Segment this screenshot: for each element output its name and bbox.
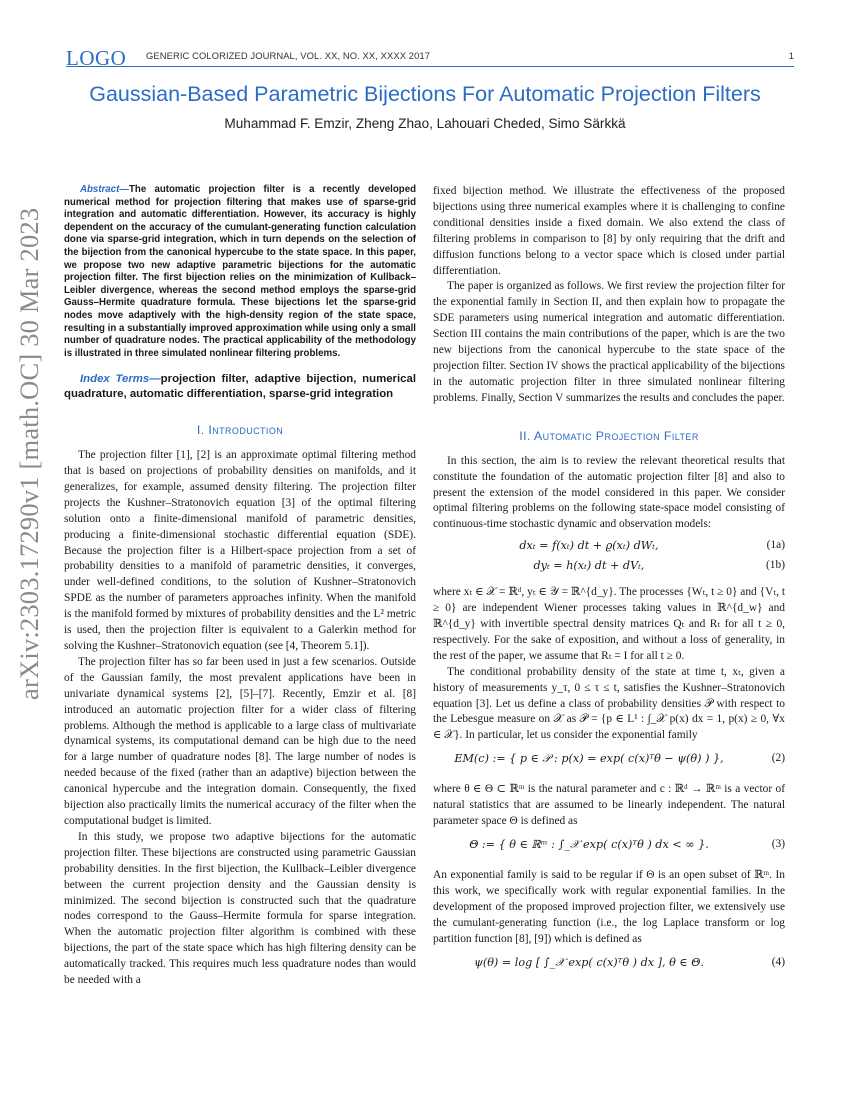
- intro-paragraph-3-cont: fixed bijection method. We illustrate the effectiveness of the proposed bijections using three numerical examples where it is challenging to confine conditional densities inside a fixed domain. We also extend the class of filtering problems in comparison to [8] by only requiring that the drift and diffusion functions belong to a vector space which is closed under partial differentiation.: [433, 185, 785, 277]
- equation-1a-body: dxₜ = f(xₜ) dt + ϱ(xₜ) dWₜ,: [519, 539, 659, 553]
- equation-3-body: Θ := { θ ∈ ℝᵐ : ∫_𝒳 exp( c(x)ᵀθ ) dx < ∞ }.: [469, 838, 709, 851]
- equation-4-number: (4): [771, 955, 785, 968]
- equation-1b-body: dyₜ = h(xₜ) dt + dVₜ,: [533, 559, 645, 573]
- equation-2-number: (2): [771, 752, 785, 765]
- equation-1b: [433, 559, 785, 579]
- intro-paragraph-3: In this study, we propose two adaptive bijections for the automatic projection filter. These bijections are constructed using parametric Gaussian probability densities. In the first bijection, the Kullback–Leibler divergence between the current projection density and the Gaussian density is minimized. The second bijection is constructed such that the quadrature nodes correspond to the Gauss–Hermite formula for sparse integration. When the automatic projection filter algorithm is combined with these bijections, the part of the state space which has high filtering density can be automatically tracked. This requires much less quadrature nodes than would be needed with a: [64, 830, 416, 987]
- apf-paragraph-5: An exponential family is said to be regular if Θ is an open subset of ℝᵐ. In this work, we specifically work with regular exponential families. In the development of the proposed improved projection filter, we extensively use the cumulant-generating function (i.e., the log Laplace transform or log partition function [8], [9]) which is defined as: [433, 869, 785, 945]
- equation-3-number: (3): [771, 838, 785, 850]
- journal-line: GENERIC COLORIZED JOURNAL, VOL. XX, NO. XX, XXXX 2017: [146, 50, 431, 61]
- index-terms-label: Index Terms—: [80, 373, 161, 386]
- intro-paragraph-4: The paper is organized as follows. We first review the projection filter for the exponential family in Section II, and then explain how to propagate the SDE parameters using numerical integration and automatic differentiation. Section III contains the main contributions of the paper, which is are the two new bijections from the canonical hypercube to the state space of the projection filter. Section IV shows the practical applicability of the bijections in the automatic projection filter in three simulated nonlinear filtering problems. Finally, Section V summarizes the results and concludes the paper.: [433, 280, 785, 404]
- intro-paragraph-2: The projection filter has so far been used in just a few scenarios. Outside of the Gaussian family, the most prevalent applications have been in univariate dynamical systems [2], [5]–[7]. Recently, Emzir et al. [8] introduced an automatic projection filter for a wider class of filtering problems. Although the method is applicable to a large class of multivariate dynamical systems, its computational demand can be high due to the need for a large number of quadrature nodes [8]. The large number of nodes is needed because of the fixed (rather than an adaptive) bijection between the canonical hypercube and the integration domain. Consequently, the fixed bijection also practically limits the numerical accuracy of the filter when the computational budget is limited.: [64, 655, 416, 827]
- equation-1b-number: (1b): [766, 559, 785, 572]
- apf-paragraph-2: where xₜ ∈ 𝒳 = ℝᵈ, yₜ ∈ 𝒴 = ℝ^{d_y}. The processes {Wₜ, t ≥ 0} and {Vₜ, t ≥ 0} are independent Wiener processes taking values in ℝ^{d_w} and ℝ^{d_y} with invertible spectral density matrices Qₜ and Rₜ for all t ≥ 0, respectively. For the sake of exposition, and without a loss of generality, in the rest of the paper, we assume that Rₜ = I for all t ≥ 0.: [433, 586, 785, 662]
- index-terms-text: projection filter, adaptive bijection, numerical quadrature, automatic differentiation, sparse-grid integration: [64, 373, 416, 400]
- journal-logo: LOGO: [66, 46, 127, 70]
- section-heading-introduction: I. Introduction: [196, 423, 284, 438]
- apf-paragraph-4: where θ ∈ Θ ⊂ ℝᵐ is the natural parameter and c : ℝᵈ → ℝᵐ is a vector of natural statistics that are assumed to be linearly independent. The natural parameter space Θ is defined as: [433, 783, 785, 828]
- abstract-text: The automatic projection filter is a recently developed numerical method for projection filtering that makes use of sparse-grid integration and automatic differentiation. However, its accuracy is highly dependent on the accuracy of the cumulant-generating function calculation done via sparse-grid integration, which in turn depends on the selection of the bijection from the canonical hypercube to the state space. In this paper, we propose two new adaptive parametric bijections for the automatic projection filter. The first bijection relies on the minimization of Kullback–Leibler divergence, whereas the second method employs the sparse-grid Gauss–Hermite quadrature formula. These bijections let the sparse-grid nodes move adaptively with the high-density region of the state space, resulting in a substantially improved approximation while using only a small number of quadrature nodes. The practical applicability of the methodology is illustrated in three simulated nonlinear filtering problems.: [64, 184, 416, 359]
- equation-2-body: EM(c) := { p ∈ 𝒫 : p(x) = exp( c(x)ᵀθ − ψ(θ) ) },: [454, 752, 724, 766]
- equation-1a: [433, 539, 785, 559]
- apf-paragraph-1: In this section, the aim is to review the relevant theoretical results that constitute the foundation of the automatic projection filter [8] and also to present the extension of the model considered in this paper. We consider optimal filtering problems on the following state-space model consisting of continuous-time stochastic dynamic and observation models:: [433, 454, 785, 531]
- section-heading-apf: II. Automatic Projection Filter: [519, 428, 699, 443]
- equation-3: [433, 830, 785, 868]
- intro-paragraph-1: The projection filter [1], [2] is an approximate optimal filtering method that is based on projections of probability densities on manifolds, and it generalizes, for example, assumed density filtering. The projection filter projects the Kushner–Stratonovich equation [3] of the optimal filtering solution onto a finite-dimensional manifold of parametric densities, producing a finite-dimensional stochastic differential equation (SDE). Because the projection filter is a Hilbert-space projection from a set of probability densities to a manifold of parametric densities, it converges, under well-defined conditions, to the solution of Kushner–Stratonovich SPDE as the number of parameters approaches infinity. When the manifold is the manifold formed by mixtures of probability densities and the L² metric is used, then the projection filter is equivalent to a Galerkin method for solving the Kushner–Stratonovich equation (see [4, Theorem 5.1]).: [64, 449, 416, 652]
- arxiv-stamp: arXiv:2303.17290v1 [math.OC] 30 Mar 2023: [14, 207, 44, 700]
- equation-1a-number: (1a): [766, 539, 785, 552]
- page-header: [66, 46, 794, 68]
- left-column: [64, 184, 416, 989]
- equation-4: [433, 948, 785, 986]
- author-list: Muhammad F. Emzir, Zheng Zhao, Lahouari Cheded, Simo Särkkä: [224, 116, 626, 131]
- equation-4-body: ψ(θ) = log [ ∫_𝒳 exp( c(x)ᵀθ ) dx ], θ ∈ Θ.: [474, 955, 704, 969]
- abstract-label: Abstract—: [80, 184, 129, 195]
- index-terms: [64, 372, 416, 401]
- header-rule: [66, 66, 794, 67]
- page-number: 1: [788, 50, 794, 61]
- right-column: [433, 184, 785, 986]
- equation-2: [433, 744, 785, 782]
- apf-paragraph-3: The conditional probability density of the state at time t, xₜ, given a history of measurements y_τ, 0 ≤ τ ≤ t, satisfies the Kushner–Stratonovich equation [3]. Let us define a class of probability densities 𝒫 with respect to the Lebesgue measure on 𝒳 as 𝒫 = {p ∈ L¹ : ∫_𝒳 p(x) dx = 1, p(x) ≥ 0, ∀x ∈ 𝒳}. In particular, let us consider the exponential family: [433, 665, 785, 742]
- paper-title: Gaussian-Based Parametric Bijections For Automatic Projection Filters: [89, 82, 761, 106]
- abstract: [64, 184, 416, 360]
